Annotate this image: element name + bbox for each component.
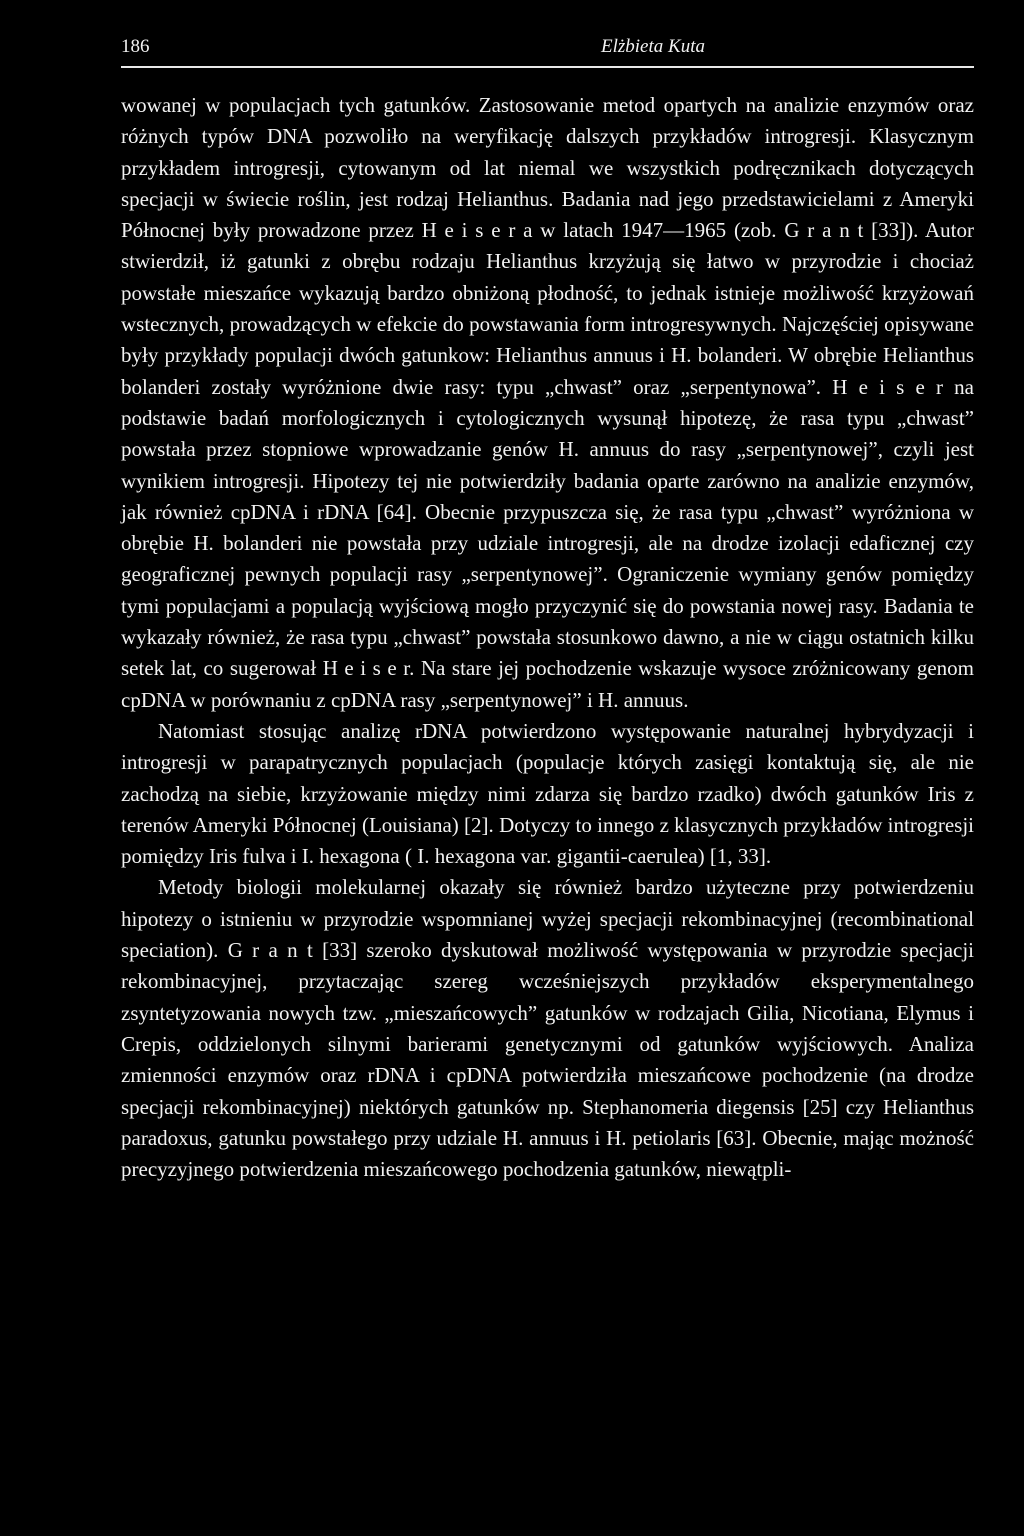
paragraph: wowanej w populacjach tych gatunków. Zastosowanie metod opartych na analizie enzymów oraz różnych typów DNA pozwoliło na weryfikację dalszych przykładów introgresji. Klasycznym przykładem introgresji, cytowanym od lat niemal we wszystkich podręcznikach dotyczących specjacji w świecie roślin, jest rodzaj Helianthus. Badania nad jego przedstawicielami z Ameryki Północnej były prowadzone przez H e i s e r a w latach 1947—1965 (zob. G r a n t [33]). Autor stwierdził, iż gatunki z obrębu rodzaju Helianthus krzyżują się łatwo w przyrodzie i chociaż powstałe mieszańce wykazują bardzo obniżoną płodność, to jednak istnieje możliwość krzyżowań wstecznych, prowadzących w efekcie do powstawania form introgresywnych. Najczęściej opisywane były przykłady populacji dwóch gatunkow: Helianthus annuus i H. bolanderi. W obrębie Helianthus bolanderi zostały wyróżnione dwie rasy: typu „chwast” oraz „serpentynowa”. H e i s e r na podstawie badań morfologicznych i cytologicznych wysunął hipotezę, że rasa typu „chwast” powstała przez stopniowe wprowadzanie genów H. annuus do rasy „serpentynowej”, czyli jest wynikiem introgresji. Hipotezy tej nie potwierdziły badania oparte zarówno na analizie enzymów, jak również cpDNA i rDNA [64]. Obecnie przypuszcza się, że rasa typu „chwast” wyróżniona w obrębie H. bolanderi nie powstała przy udziale introgresji, ale na drodze izolacji edaficznej czy geograficznej pewnych populacji rasy „serpentynowej”. Ograniczenie wymiany genów pomiędzy tymi populacjami a populacją wyjściową mogło przyczynić się do powstania nowej rasy. Badania te wykazały również, że rasa typu „chwast” powstała stosunkowo dawno, a nie w ciągu ostatnich kilku setek lat, co sugerował H e i s e r. Na stare jej pochodzenie wskazuje wysoce zróżnicowany genom cpDNA w porównaniu z cpDNA rasy „serpentynowej” i H. annuus. — [121, 93, 974, 712]
running-title: Elżbieta Kuta — [601, 36, 705, 57]
paragraph: Natomiast stosując analizę rDNA potwierdzono występowanie naturalnej hybrydyzacji i introgresji w parapatrycznych populacjach (populacje których zasięgi kontaktują się, ale nie zachodzą na siebie, krzyżowanie między nimi zdarza się bardzo rzadko) dwóch gatunków Iris z terenów Ameryki Północnej (Louisiana) [2]. Dotyczy to innego z klasycznych przykładów introgresji pomiędzy Iris fulva i I. hexagona ( I. hexagona var. gigantii-caerulea) [1, 33]. — [121, 718, 974, 869]
page-number: 186 — [121, 36, 150, 57]
running-head — [121, 36, 974, 60]
body-text — [121, 90, 974, 1185]
header-rule — [121, 66, 974, 68]
paragraph: Metody biologii molekularnej okazały się również bardzo użyteczne przy potwierdzeniu hipotezy o istnieniu w przyrodzie wspomnianej wyżej specjacji rekombinacyjnej (recombinational speciation). G r a n t [33] szeroko dyskutował możliwość występowania w przyrodzie specjacji rekombinacyjnej, przytaczając szereg wcześniejszych przykładów eksperymentalnego zsyntetyzowania nowych tzw. „mieszańcowych” gatunków w rodzajach Gilia, Nicotiana, Elymus i Crepis, oddzielonych silnymi barierami genetycznymi od gatunków wyjściowych. Analiza zmienności enzymów oraz rDNA i cpDNA potwierdziła mieszańcowe pochodzenie (na drodze specjacji rekombinacyjnej) niektórych gatunków np. Stephanomeria diegensis [25] czy Helianthus paradoxus, gatunku powstałego przy udziale H. annuus i H. petiolaris [63]. Obecnie, mając możność precyzyjnego potwierdzenia mieszańcowego pochodzenia gatunków, niewątpli- — [121, 875, 974, 1182]
